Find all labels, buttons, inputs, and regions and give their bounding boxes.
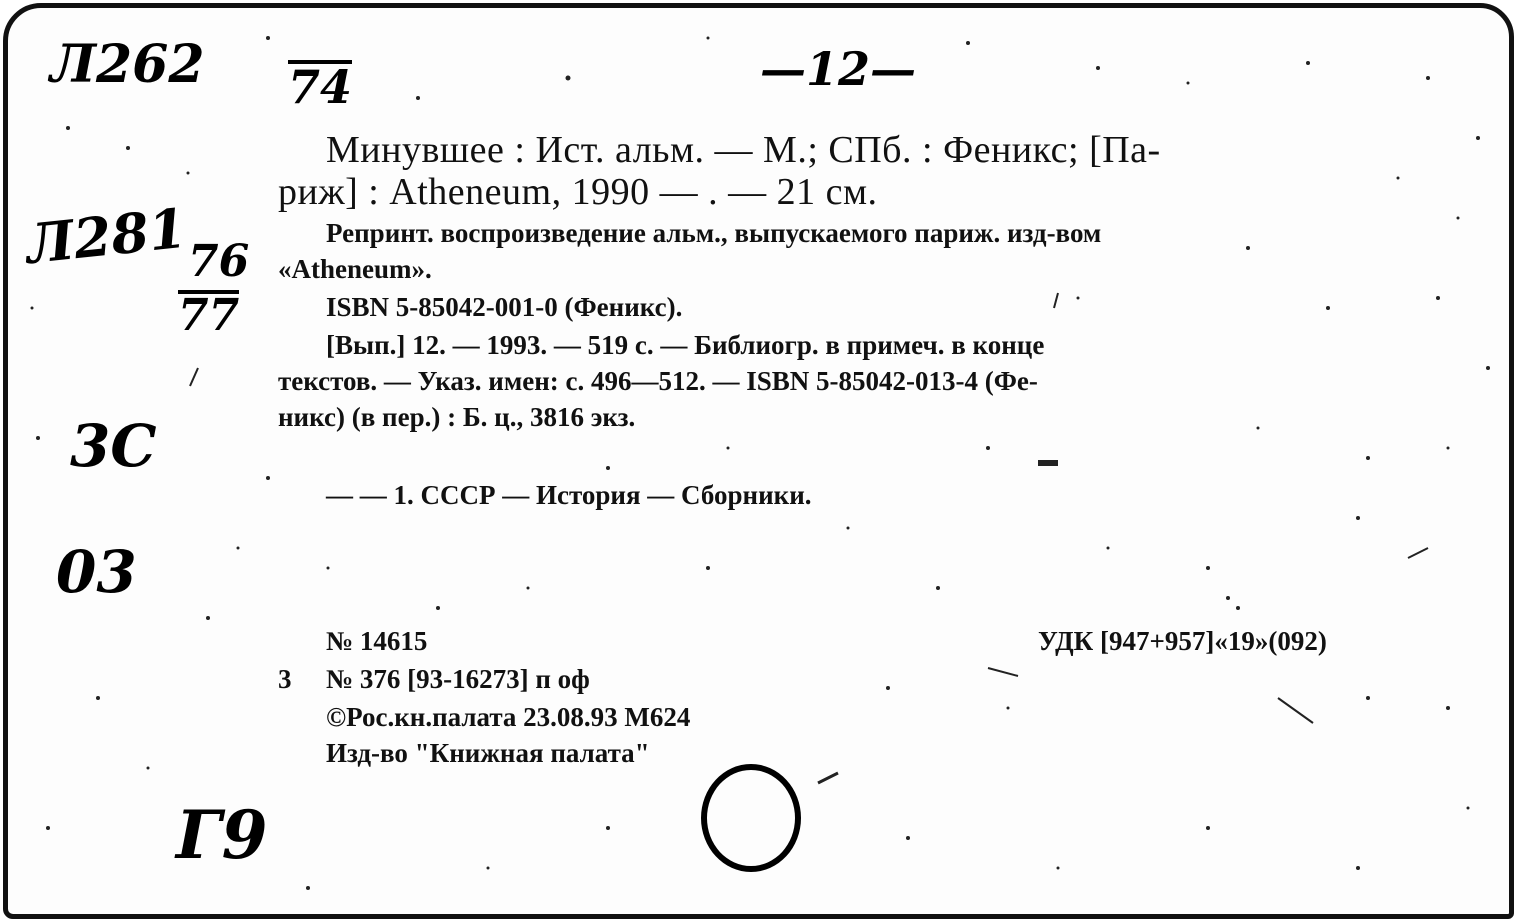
card-punch-hole [701,764,801,872]
isbn-main: ISBN 5-85042-001-0 (Феникс). [326,292,683,322]
handwritten-shelfmark-2-fraction: 76 [188,236,250,287]
issue-line-2: текстов. — Указ. имен: с. 496—512. — ISBN 5-85042-013-4 (Фе- [278,366,1038,396]
issue-line-1: [Вып.] 12. — 1993. — 519 с. — Библиогр. в примеч. в конце [326,330,1045,360]
copyright-line: ©Рос.кн.палата 23.08.93 М624 [326,702,691,732]
publisher-line: Изд-во "Книжная палата" [326,738,650,768]
handwritten-shelfmark-2: Л281 [23,195,190,277]
reprint-note-line-1: Репринт. воспроизведение альм., выпускаемого париж. изд-вом [326,218,1102,248]
card-number: № 14615 [326,626,428,656]
reprint-note-line-2: «Atheneum». [278,254,432,284]
subject-headings: — — 1. СССР — История — Сборники. [326,480,812,510]
handwritten-mark-03: 03 [56,538,137,606]
handwritten-shelfmark-1: Л262 [50,34,205,95]
title-line-1: Минувшее : Ист. альм. — М.; СПб. : Феникс; [Па- [326,129,1161,171]
order-prefix: 3 [278,664,292,694]
order-number: № 376 [93-16273] п оф [326,664,590,694]
handwritten-shelfmark-1-fraction: 74 [288,60,353,114]
issue-line-3: никс) (в пер.) : Б. ц., 3816 экз. [278,402,636,432]
handwritten-mark-3c: 3С [70,412,157,480]
handwritten-shelfmark-2-fraction-lower: 77 [178,290,240,341]
title-line-2: риж] : Atheneum, 1990 — . — 21 см. [278,171,878,213]
catalog-card [3,3,1514,919]
handwritten-mark-g9: Г9 [176,796,268,874]
udk-classification: УДК [947+957]«19»(092) [1038,626,1327,656]
handwritten-volume-number: —12— [760,42,917,96]
